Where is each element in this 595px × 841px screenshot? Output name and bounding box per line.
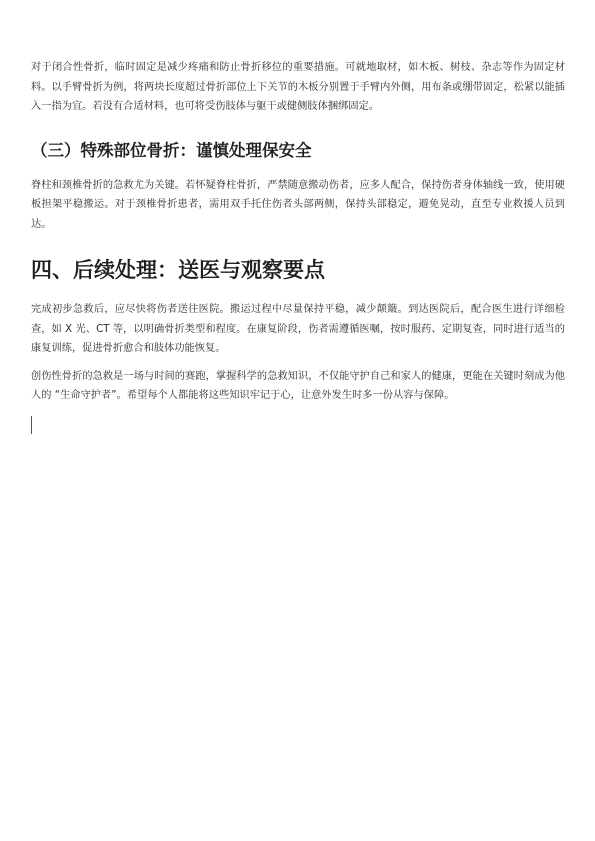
paragraph-conclusion: 创伤性骨折的急救是一场与时间的赛跑，掌握科学的急救知识，不仅能守护自己和家人的健康，更能在关键时刻成为他人的 “生命守护者”。希望每个人都能将这些知识牢记于心，让意外发生时多一份从容与保障。 (31, 370, 565, 401)
paragraph-hospital: 完成初步急救后，应尽快将伤者送往医院。搬运过程中尽量保持平稳，减少颠簸。到达医院后，配合医生进行详细检查，如 X 光、CT 等，以明确骨折类型和程度。在康复阶段，伤者需遵循医嘱，按时服药、定期复查，同时进行适当的康复训练，促进骨折愈合和肢体功能恢复。 (31, 304, 565, 354)
subheading-special-fractures: （三）特殊部位骨折：谨慎处理保安全 (31, 140, 312, 160)
paragraph-fixation: 对于闭合性骨折，临时固定是减少疼痛和防止骨折移位的重要措施。可就地取材，如木板、树枝、杂志等作为固定材料。以手臂骨折为例，将两块长度超过骨折部位上下关节的木板分别置于手臂内外侧，用布条或绷带固定，松紧以能插入一指为宜。若没有合适材料，也可将受伤肢体与躯干或健侧肢体捆绑固定。 (31, 62, 565, 112)
document-body (31, 58, 565, 434)
paragraph-gap (31, 359, 565, 367)
heading-follow-up: 四、后续处理：送医与观察要点 (31, 258, 325, 282)
paragraph-spine: 脊柱和颈椎骨折的急救尤为关键。若怀疑脊柱骨折，严禁随意搬动伤者，应多人配合，保持伤者身体轴线一致，使用硬板担架平稳搬运。对于颈椎骨折患者，需用双手托住伤者头部两侧，保持头部稳定，避免晃动，直至专业救援人员到达。 (31, 179, 565, 230)
text-cursor[interactable] (31, 416, 32, 434)
